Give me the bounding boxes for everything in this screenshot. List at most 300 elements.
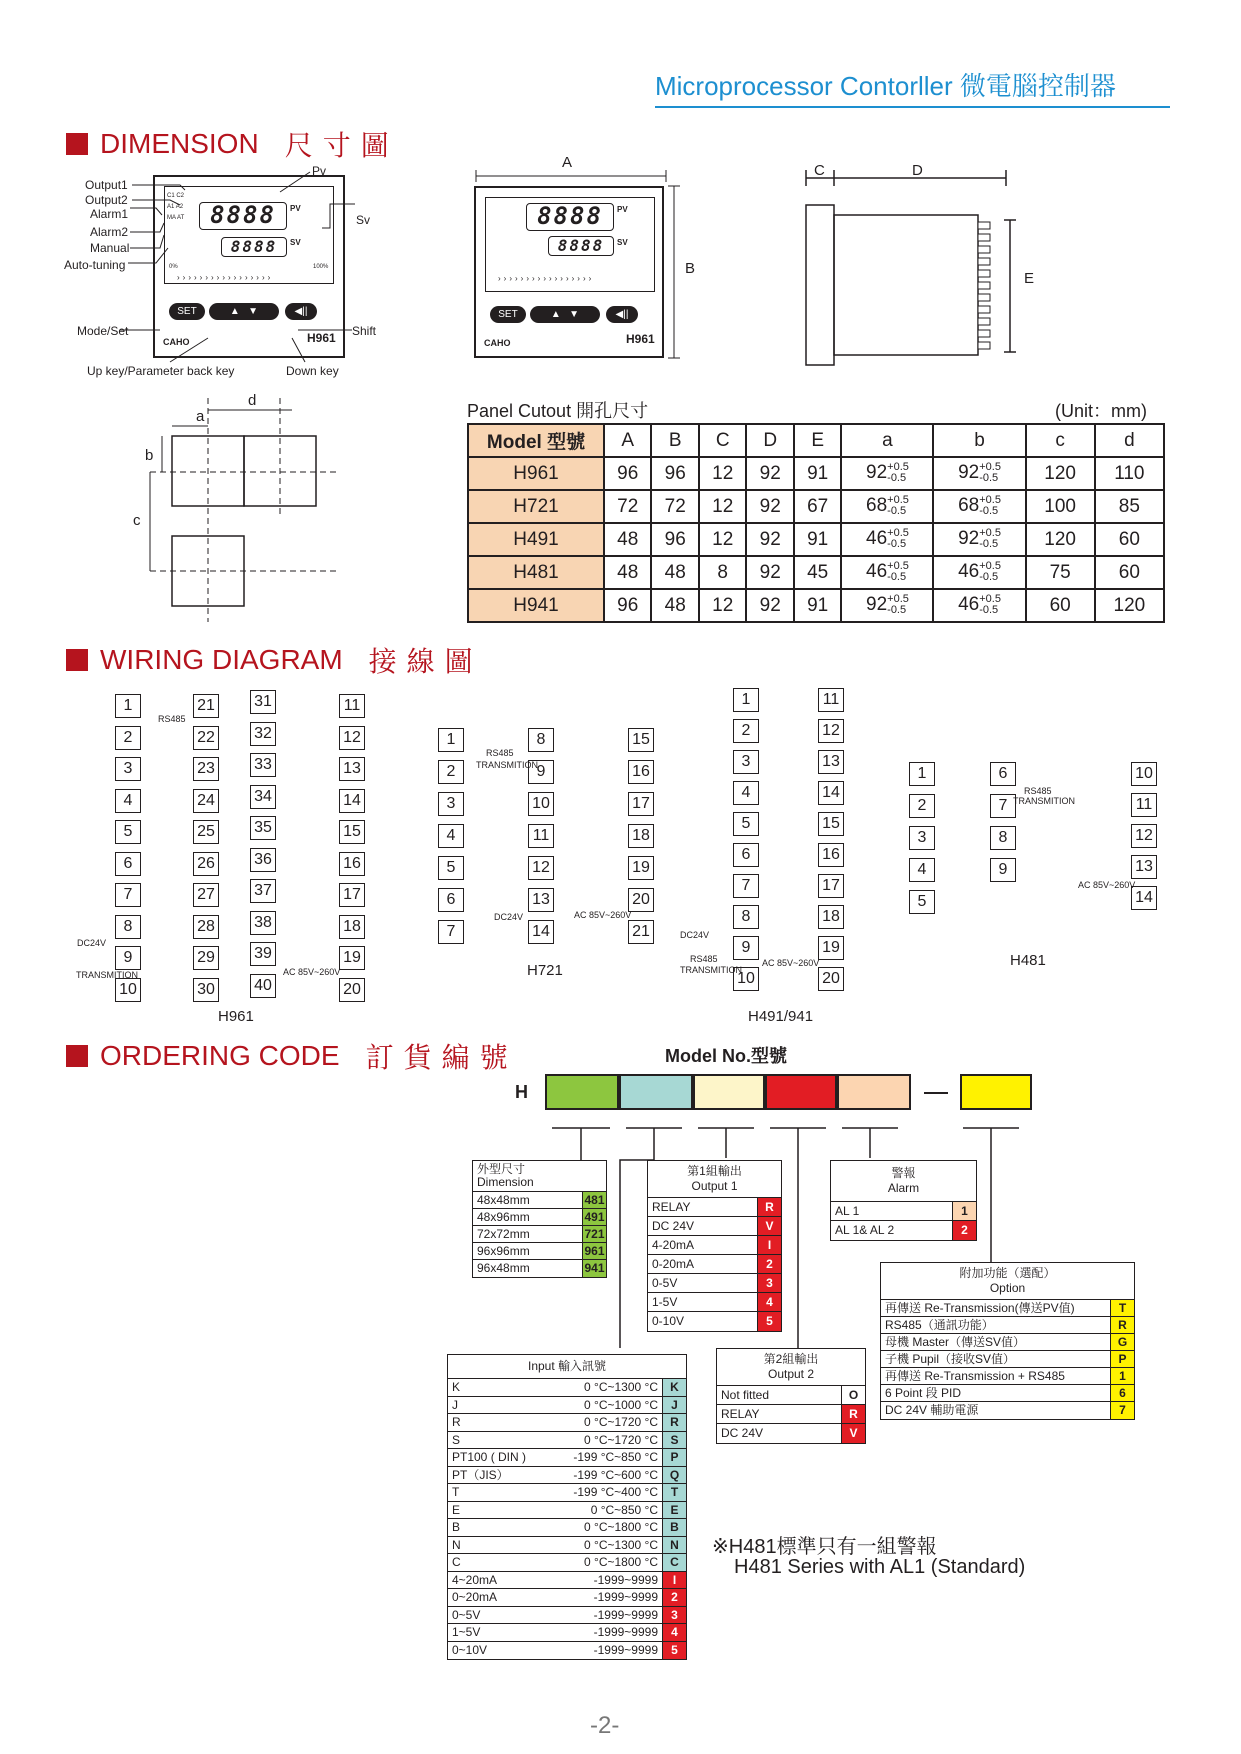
code-row — [648, 1293, 781, 1312]
code-letter: R — [1110, 1317, 1134, 1333]
code-letter: 941 — [582, 1260, 606, 1277]
alarm-code-table: 警報 Alarm AL 1 1 AL 1& AL 2 2 — [830, 1160, 977, 1241]
wiring-label-dc24v: DC24V — [494, 912, 524, 922]
h481-terminal: 10 — [1131, 762, 1157, 786]
code-letter: 2 — [757, 1255, 781, 1273]
h721-terminal: 9 — [528, 760, 554, 784]
code-label: DC 24V — [721, 1426, 764, 1440]
code-label: 再傳送 Re-Transmission(傳送PV值) — [885, 1301, 1075, 1315]
code-row — [448, 1467, 686, 1485]
h481-terminal: 9 — [990, 858, 1016, 882]
h491-terminal: 9 — [733, 936, 759, 960]
code-range: 0 °C~850 °C — [590, 1502, 658, 1517]
wiring-label-ac: AC 85V~260V — [762, 958, 820, 968]
cutout-cell-B: 96 — [651, 457, 698, 490]
bargraph-max: 100% — [313, 264, 329, 270]
code-letter: G — [1110, 1334, 1134, 1350]
code-label: DC 24V — [652, 1219, 695, 1233]
h721-terminal: 15 — [628, 728, 654, 752]
code-row — [881, 1351, 1134, 1368]
code-row — [881, 1300, 1134, 1317]
h961-terminal: 4 — [115, 789, 141, 813]
h961-terminal: 35 — [250, 816, 276, 840]
h491-terminal: 16 — [818, 843, 844, 867]
h491-terminal: 12 — [818, 719, 844, 743]
dim-label-c: c — [133, 512, 141, 529]
label-manual: Manual — [90, 241, 130, 255]
cutout-cell-b: 46 +0.5 -0.5 — [933, 556, 1025, 589]
h961-terminal: 38 — [250, 911, 276, 935]
h491-terminal: 11 — [818, 688, 844, 712]
code-label: B — [452, 1520, 461, 1534]
h481-terminal: 13 — [1131, 855, 1157, 879]
code-row — [648, 1198, 781, 1217]
cutout-cell-c: 75 — [1026, 556, 1095, 589]
dimension-heading — [66, 124, 399, 164]
h721-terminal: 3 — [438, 792, 464, 816]
code-letter: 4 — [757, 1293, 781, 1311]
code-row — [448, 1502, 686, 1520]
cutout-cell-b: 92 +0.5 -0.5 — [933, 457, 1025, 490]
h961-terminal: 22 — [193, 726, 219, 750]
cutout-cell-b: 68 +0.5 -0.5 — [933, 490, 1025, 523]
code-letter: 2 — [952, 1221, 976, 1240]
cutout-cell-model: H961 — [468, 457, 604, 490]
h721-terminal: 6 — [438, 888, 464, 912]
h961-terminal: 9 — [115, 946, 141, 970]
cutout-cell-C: 12 — [699, 490, 746, 523]
code-letter: R — [841, 1405, 865, 1423]
cutout-cell-A: 96 — [604, 589, 651, 622]
cutout-cell-E: 91 — [794, 523, 841, 556]
tolerance: +0.5 -0.5 — [887, 560, 909, 584]
cutout-cell-d: 110 — [1095, 457, 1164, 490]
h721-terminal: 12 — [528, 856, 554, 880]
code-letter: P — [1110, 1351, 1134, 1367]
code-row — [448, 1589, 686, 1607]
cutout-cell-model: H941 — [468, 589, 604, 622]
dimension-code-table: 外型尺寸 Dimension 48x48mm 481 48x96mm 491 72x72mm 721 96x96mm 961 96x48mm 941 — [472, 1160, 607, 1278]
code-letter: K — [662, 1379, 686, 1396]
cutout-unit: (Unit：mm) — [1055, 401, 1147, 421]
label-shift: Shift — [352, 324, 377, 338]
page-number: -2- — [590, 1712, 620, 1739]
cutout-table-row — [468, 589, 1164, 622]
dim-label-a: a — [196, 408, 205, 425]
h961-terminal: 28 — [193, 915, 219, 939]
code-letter: 4 — [662, 1624, 686, 1641]
code-label: R — [452, 1415, 461, 1429]
code-letter: 491 — [582, 1209, 606, 1225]
code-label: 0-5V — [652, 1276, 678, 1290]
code-row — [448, 1642, 686, 1660]
h961-terminal: 40 — [250, 974, 276, 998]
code-letter: 481 — [582, 1192, 606, 1208]
code-row — [448, 1379, 686, 1397]
code-label: 子機 Pupil（接收SV值） — [885, 1352, 1016, 1366]
code-letter: R — [757, 1198, 781, 1216]
h961-terminal: 25 — [193, 820, 219, 844]
wiring-label-ac: AC 85V~260V — [283, 967, 341, 977]
code-label: J — [452, 1397, 458, 1412]
h961-terminal: 18 — [339, 915, 365, 939]
code-range: 0 °C~1000 °C — [584, 1397, 658, 1412]
code-range: 0 °C~1800 °C — [584, 1520, 658, 1534]
cutout-cell-D: 92 — [746, 490, 793, 523]
h481-terminal: 4 — [909, 858, 935, 882]
cutout-cell-A: 72 — [604, 490, 651, 523]
wiring-label-dc24v: DC24V — [77, 938, 107, 948]
cutout-cell-D: 92 — [746, 556, 793, 589]
code-letter: 961 — [582, 1243, 606, 1259]
wiring-label-transmition: TRANSMITION — [76, 970, 138, 980]
cutout-cell-c: 120 — [1026, 457, 1095, 490]
code-label: RELAY — [652, 1200, 691, 1214]
code-label: RS485（通訊功能） — [885, 1318, 994, 1332]
dim-label-b: b — [145, 447, 154, 464]
cutout-cell-A: 48 — [604, 556, 651, 589]
wiring-label-rs485: RS485 — [486, 748, 514, 758]
cutout-table — [467, 423, 1165, 623]
code-letter: I — [757, 1236, 781, 1254]
cutout-table-row — [468, 556, 1164, 589]
label-pv: Pv — [312, 164, 327, 178]
code-label: 0~10V — [452, 1642, 488, 1657]
caption-h481: H481 — [1010, 952, 1046, 969]
code-letter: E — [662, 1502, 686, 1519]
code-row — [881, 1317, 1134, 1334]
code-label: 0-10V — [652, 1314, 685, 1328]
code-letter: 5 — [662, 1642, 686, 1660]
option-code-table: 附加功能（選配） Option 再傳送 Re-Transmission(傳送PV值) T RS485（通訊功能） R 母機 Master（傳送SV值） G 子機 Pupil（接收SV值） P 再傳送 Re-Transmission + RS485 1 6 Point 段 PID 6 DC 24V 輔助電源 7 — [880, 1262, 1135, 1420]
code-label: 再傳送 Re-Transmission + RS485 — [885, 1369, 1065, 1383]
code-label: 48x96mm — [477, 1210, 530, 1224]
model-tag: H961 — [307, 331, 336, 345]
h961-terminal: 16 — [339, 852, 365, 876]
wiring-heading: WIRING DIAGRAM 接線圖 — [66, 640, 483, 680]
code-row — [648, 1274, 781, 1293]
cutout-table-row — [468, 457, 1164, 490]
heading-square-icon — [66, 1045, 88, 1067]
code-label: 1~5V — [452, 1625, 481, 1639]
h961-terminal: 27 — [193, 883, 219, 907]
cutout-cell-C: 12 — [699, 523, 746, 556]
code-letter: 7 — [1110, 1402, 1134, 1419]
h721-terminal: 1 — [438, 728, 464, 752]
code-label: AL 1 — [835, 1204, 860, 1218]
cutout-cell-E: 45 — [794, 556, 841, 589]
dimension-heading-zh: 尺寸圖 — [284, 130, 399, 161]
h961-terminal: 14 — [339, 789, 365, 813]
h961-terminal: 3 — [115, 757, 141, 781]
label-output1: Output1 — [85, 178, 128, 192]
dim-label-d: d — [248, 392, 257, 409]
tolerance: +0.5 -0.5 — [979, 560, 1001, 584]
code-row — [473, 1209, 606, 1226]
dim-label-E: E — [1024, 270, 1035, 287]
h481-terminal: 5 — [909, 890, 935, 914]
code-letter: 6 — [1110, 1385, 1134, 1401]
h961-terminal: 39 — [250, 942, 276, 966]
h491-terminal: 19 — [818, 936, 844, 960]
pv-display-small: 8888 — [526, 203, 614, 231]
cutout-cell-a: 46 +0.5 -0.5 — [841, 523, 933, 556]
code-row — [473, 1192, 606, 1209]
set-key-button[interactable]: SET — [169, 303, 205, 320]
label-alarm2: Alarm2 — [90, 225, 129, 239]
cutout-cell-D: 92 — [746, 589, 793, 622]
code-row — [473, 1226, 606, 1243]
dim-label-B: B — [685, 260, 696, 277]
code-row — [717, 1405, 865, 1424]
heading-square-icon — [66, 133, 88, 155]
code-row — [448, 1484, 686, 1502]
h491-terminal: 14 — [818, 781, 844, 805]
h961-terminal: 33 — [250, 753, 276, 777]
code-label: T — [452, 1485, 460, 1499]
code-range: 0 °C~1300 °C — [584, 1537, 658, 1552]
tolerance: +0.5 -0.5 — [979, 494, 1001, 518]
h481-terminal: 11 — [1131, 793, 1157, 817]
code-label: AL 1& AL 2 — [835, 1223, 895, 1237]
tolerance: +0.5 -0.5 — [979, 527, 1001, 551]
h491-terminal: 5 — [733, 812, 759, 836]
code-letter: 3 — [757, 1274, 781, 1292]
h721-terminal: 5 — [438, 856, 464, 880]
code-label: S — [452, 1432, 461, 1447]
h961-terminal: 37 — [250, 879, 276, 903]
code-row — [648, 1236, 781, 1255]
code-letter: T — [662, 1484, 686, 1501]
code-row — [448, 1397, 686, 1415]
h481-terminal: 2 — [909, 794, 935, 818]
code-label: 6 Point 段 PID — [885, 1386, 962, 1400]
h961-terminal: 11 — [339, 694, 365, 718]
code-slot-option — [960, 1074, 1032, 1110]
label-alarm1: Alarm1 — [90, 207, 129, 221]
shift-key-button[interactable]: ◀|| — [285, 303, 317, 320]
cutout-cell-B: 48 — [651, 589, 698, 622]
cutout-cell-a: 68 +0.5 -0.5 — [841, 490, 933, 523]
h961-terminal: 32 — [250, 722, 276, 746]
h961-terminal: 5 — [115, 820, 141, 844]
code-range: -1999~9999 — [593, 1572, 658, 1587]
h491-terminal: 18 — [818, 905, 844, 929]
dim-label-A: A — [562, 154, 573, 171]
code-row — [881, 1385, 1134, 1402]
label-downkey: Down key — [286, 364, 339, 378]
code-slot-dimension — [545, 1074, 619, 1110]
h721-terminal: 13 — [528, 888, 554, 912]
h961-terminal: 6 — [115, 852, 141, 876]
code-label: 母機 Master（傳送SV值） — [885, 1335, 1026, 1349]
tolerance: +0.5 -0.5 — [979, 593, 1001, 617]
code-row — [448, 1449, 686, 1467]
bargraph-icon: ››››››››››››››››› — [498, 274, 595, 283]
code-letter: 3 — [662, 1607, 686, 1624]
wiring-label-rs485: RS485 — [158, 714, 186, 724]
set-key-icon: SET — [490, 306, 526, 323]
note-en: H481 Series with AL1 (Standard) — [734, 1556, 1026, 1578]
dimension-lines-AB — [470, 160, 720, 370]
cutout-cell-B: 96 — [651, 523, 698, 556]
code-row — [473, 1260, 606, 1277]
code-letter: O — [841, 1386, 865, 1404]
code-range: 0 °C~1720 °C — [584, 1415, 658, 1429]
code-letter: 721 — [582, 1226, 606, 1242]
cutout-cell-a: 92 +0.5 -0.5 — [841, 457, 933, 490]
h481-terminal: 14 — [1131, 886, 1157, 910]
h961-terminal: 20 — [339, 978, 365, 1002]
cutout-cell-c: 60 — [1026, 589, 1095, 622]
cutout-cell-C: 12 — [699, 457, 746, 490]
code-row — [881, 1368, 1134, 1385]
model-no-title: Model No.型號 — [665, 1046, 787, 1066]
code-letter: V — [757, 1217, 781, 1235]
h961-terminal: 15 — [339, 820, 365, 844]
h721-terminal: 4 — [438, 824, 464, 848]
h491-terminal: 3 — [733, 750, 759, 774]
cutout-cell-C: 8 — [699, 556, 746, 589]
code-row — [448, 1624, 686, 1642]
cutout-cell-model: H481 — [468, 556, 604, 589]
cutout-cell-A: 48 — [604, 523, 651, 556]
h491-terminal: 2 — [733, 719, 759, 743]
h491-terminal: 4 — [733, 781, 759, 805]
h961-terminal: 8 — [115, 915, 141, 939]
wiring-label-transmition: TRANSMITION — [476, 760, 538, 770]
cutout-table-row — [468, 523, 1164, 556]
code-letter: T — [1110, 1300, 1134, 1316]
sv-tag: SV — [290, 238, 301, 247]
code-range: 0 °C~1800 °C — [584, 1555, 658, 1569]
code-label: PT100 ( DIN ) — [452, 1450, 527, 1464]
code-letter: Q — [662, 1467, 686, 1484]
input-code-table: Input 輸入訊號 K 0 °C~1300 °C K J 0 °C~1000 °C J R 0 °C~1720 °C R S 0 °C~1720 °C S PT100 ( DIN ) -199 °C~850 °C P PT（JIS） -199 °C~600 °C Q T -199 °C~400 °C T E 0 °C~850 °C E B 0 °C~1800 °C B N 0 °C~1300 °C N C 0 °C~1800 °C C 4~20mA -1999~9999 I 0~20mA -1999~9999 2 0~5V -1999~9999 3 1~5V -1999~9999 4 0~10V -1999~9999 5 — [447, 1354, 687, 1660]
code-row — [448, 1607, 686, 1625]
h961-terminal: 31 — [250, 690, 276, 714]
led-labels: C1 C2 A1 A2 MA AT — [167, 193, 185, 221]
code-label: 0-20mA — [652, 1257, 695, 1271]
cutout-cell-model: H491 — [468, 523, 604, 556]
caption-h491: H491/941 — [748, 1008, 814, 1025]
code-slot-output2 — [765, 1074, 837, 1110]
code-label: 1-5V — [652, 1295, 678, 1309]
h721-terminal: 10 — [528, 792, 554, 816]
dim-label-D: D — [912, 162, 923, 179]
up-down-key-icon: ▲ ▼ — [530, 306, 600, 323]
code-letter: I — [662, 1572, 686, 1589]
code-range: -199 °C~850 °C — [573, 1450, 658, 1464]
cutout-cell-d: 60 — [1095, 523, 1164, 556]
code-letter: 2 — [662, 1589, 686, 1606]
cutout-cell-model: H721 — [468, 490, 604, 523]
cutout-cell-E: 91 — [794, 457, 841, 490]
sv-display-small: 8888 — [548, 236, 614, 256]
front-view-drawing: 8888 PV 8888 SV ››››››››››››››››› SET ▲ ▼ ◀|| CAHO H961 — [474, 186, 664, 358]
wiring-label-transmition: TRANSMITION — [1013, 796, 1075, 806]
panel-cutout-drawing — [130, 390, 360, 630]
code-letter: V — [841, 1424, 865, 1443]
cutout-cell-c: 100 — [1026, 490, 1095, 523]
h721-terminal: 7 — [438, 920, 464, 944]
tolerance: +0.5 -0.5 — [887, 494, 909, 518]
code-label: Not fitted — [721, 1388, 770, 1402]
code-row — [831, 1221, 976, 1240]
code-row — [717, 1386, 865, 1405]
h491-terminal: 15 — [818, 812, 844, 836]
side-view-drawing — [800, 160, 1060, 375]
caption-h721: H721 — [527, 962, 563, 979]
wiring-label-ac: AC 85V~260V — [574, 910, 632, 920]
code-label: C — [452, 1555, 461, 1569]
note-zh: ※H481標準只有一組警報 — [712, 1536, 937, 1558]
h961-terminal: 26 — [193, 852, 219, 876]
output1-code-table: 第1組輸出 Output 1 RELAY R DC 24V V 4-20mA I 0-20mA 2 0-5V 3 1-5V 4 0-10V 5 — [647, 1160, 782, 1332]
label-modeset: Mode/Set — [77, 324, 129, 338]
code-row — [648, 1217, 781, 1236]
h721-terminal: 14 — [528, 920, 554, 944]
h721-terminal: 21 — [628, 920, 654, 944]
code-letter: S — [662, 1432, 686, 1449]
code-letter: R — [662, 1414, 686, 1431]
up-down-key-button[interactable]: ▲ ▼ — [209, 303, 279, 320]
h481-terminal: 3 — [909, 826, 935, 850]
code-row — [448, 1414, 686, 1432]
code-letter: N — [662, 1537, 686, 1554]
h961-terminal: 10 — [115, 978, 141, 1002]
cutout-cell-B: 48 — [651, 556, 698, 589]
wiring-label-rs485: RS485 — [1024, 786, 1052, 796]
h961-terminal: 23 — [193, 757, 219, 781]
cutout-cell-a: 46 +0.5 -0.5 — [841, 556, 933, 589]
h481-terminal: 12 — [1131, 824, 1157, 848]
h961-terminal: 1 — [115, 694, 141, 718]
code-range: -1999~9999 — [593, 1625, 658, 1639]
h721-terminal: 2 — [438, 760, 464, 784]
h491-terminal: 7 — [733, 874, 759, 898]
code-row — [881, 1402, 1134, 1419]
cutout-cell-a: 92 +0.5 -0.5 — [841, 589, 933, 622]
cutout-cell-d: 60 — [1095, 556, 1164, 589]
label-sv: Sv — [356, 213, 371, 227]
shift-key-icon: ◀|| — [606, 306, 638, 323]
h491-terminal: 1 — [733, 688, 759, 712]
h491-terminal: 10 — [733, 967, 759, 991]
code-label: 96x48mm — [477, 1261, 530, 1275]
cutout-cell-A: 96 — [604, 457, 651, 490]
h961-terminal: 17 — [339, 883, 365, 907]
code-dash — [924, 1092, 948, 1094]
h481-terminal: 7 — [990, 794, 1016, 818]
code-row — [881, 1334, 1134, 1351]
h721-terminal: 18 — [628, 824, 654, 848]
cutout-cell-C: 12 — [699, 589, 746, 622]
caption-h961: H961 — [218, 1008, 254, 1025]
h961-terminal: 21 — [193, 694, 219, 718]
code-letter: 1 — [1110, 1368, 1134, 1384]
h961-terminal: 29 — [193, 946, 219, 970]
code-range: -199 °C~600 °C — [573, 1467, 658, 1482]
code-row — [717, 1424, 865, 1443]
code-letter: P — [662, 1449, 686, 1466]
h961-terminal: 19 — [339, 946, 365, 970]
cutout-cell-d: 85 — [1095, 490, 1164, 523]
code-letter: C — [662, 1554, 686, 1571]
h721-terminal: 11 — [528, 824, 554, 848]
code-row — [448, 1554, 686, 1572]
wiring-label-dc24v: DC24V — [680, 930, 710, 940]
